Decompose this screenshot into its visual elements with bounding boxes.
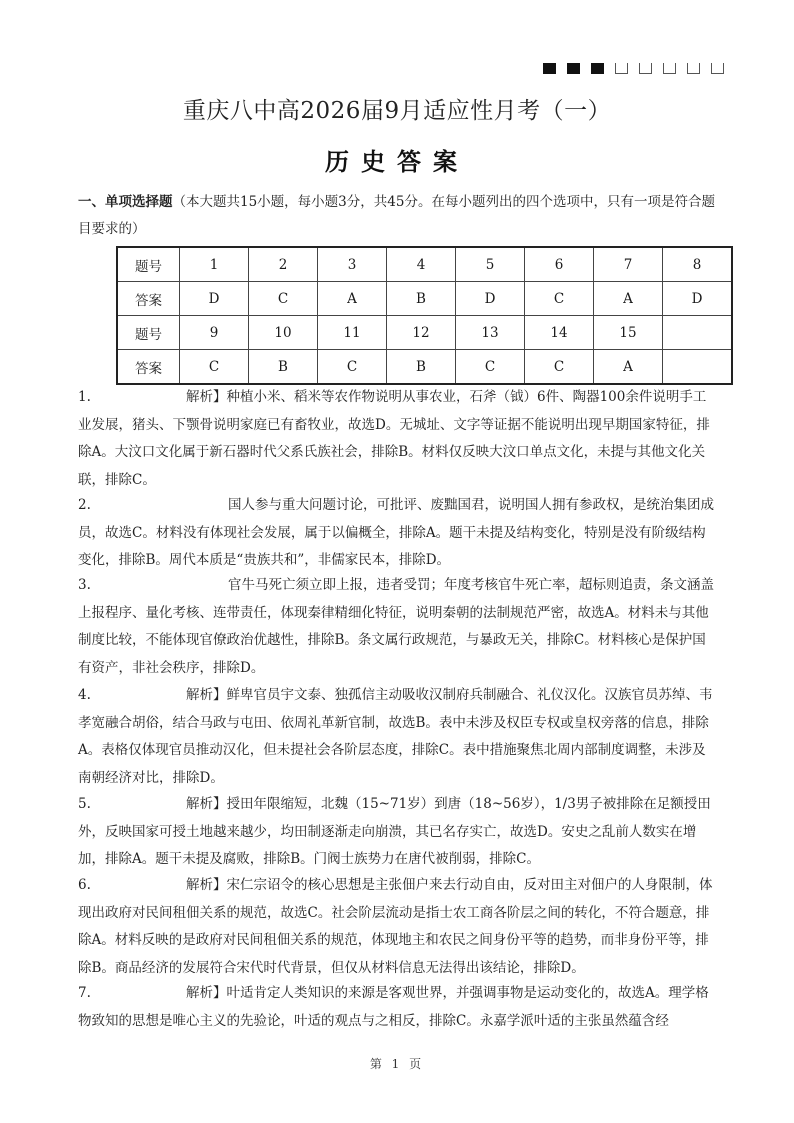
table-cell: A [594, 350, 663, 385]
question-number: 1. [78, 389, 91, 405]
analysis-label: 解析】 [186, 389, 227, 405]
table-cell: D [663, 282, 733, 316]
table-cell: C [525, 282, 594, 316]
table-cell: C [249, 282, 318, 316]
table-row [117, 247, 732, 282]
section-description: （本大题共15小题，每小题3分，共45分。在每小题列出的四个选项中，只有一项是符合题目要求的） [78, 194, 715, 237]
table-cell: A [318, 282, 387, 316]
table-cell: B [387, 350, 456, 385]
analysis-label: 解析】 [186, 687, 227, 703]
question-explanation-6 [78, 872, 718, 982]
answer-table [116, 246, 733, 385]
question-number: 2. [78, 497, 91, 513]
row-label: 答案 [117, 282, 180, 316]
table-cell: D [456, 282, 525, 316]
explanation-text: 叶适肯定人类知识的来源是客观世界，并强调事物是运动变化的，故选A。理学格物致知的思想是唯心主义的先验论，叶适的观点与之相反，排除C。永嘉学派叶适的主张虽然蕴含经 [78, 985, 709, 1029]
question-explanation-5 [78, 791, 718, 874]
table-cell: 9 [180, 316, 249, 350]
table-cell: 4 [387, 247, 456, 282]
table-cell: 3 [318, 247, 387, 282]
table-cell: 8 [663, 247, 733, 282]
empty-box-icon [615, 63, 628, 74]
table-cell: 1 [180, 247, 249, 282]
analysis-label: 解析】 [186, 985, 227, 1001]
explanation-text: 授田年限缩短，北魏（15~71岁）到唐（18~56岁），1/3男子被排除在足额授田外，反映国家可授土地越来越少，均田制逐渐走向崩溃，其已名存实亡，故选D。安史之乱前人数实在增加，排除A。题干未提及腐败，排除B。门阀士族势力在唐代被削弱，排除C。 [78, 796, 711, 867]
explanation-text: 种植小米、稻米等农作物说明从事农业，石斧（钺）6件、陶器100余件说明手工业发展，猪头、下颚骨说明家庭已有畜牧业，故选D。无城址、文字等证据不能说明出现早期国家特征，排除A。大汶口文化属于新石器时代父系氏族社会，排除B。材料仅反映大汶口单点文化，未提与其他文化关联，排除C。 [78, 389, 710, 488]
table-cell: 2 [249, 247, 318, 282]
table-cell: A [594, 282, 663, 316]
table-cell: C [456, 350, 525, 385]
question-explanation-7 [78, 980, 718, 1035]
table-cell: D [180, 282, 249, 316]
question-number: 3. [78, 577, 91, 593]
table-cell: C [318, 350, 387, 385]
table-cell [663, 350, 733, 385]
page-number: 第 1 页 [369, 1057, 425, 1071]
table-cell: 15 [594, 316, 663, 350]
question-explanation-4 [78, 682, 718, 792]
table-row [117, 282, 732, 316]
analysis-label: 解析】 [186, 877, 227, 893]
table-cell: 12 [387, 316, 456, 350]
empty-box-icon [687, 63, 700, 74]
explanation-text: 国人参与重大问题讨论，可批评、废黜国君，说明国人拥有参政权，是统治集团成员，故选C。材料没有体现社会发展，属于以偏概全，排除A。题干未提及结构变化，特别是没有阶级结构变化，排除B。周代本质是“贵族共和”，非儒家民本，排除D。 [78, 497, 714, 568]
table-cell: B [387, 282, 456, 316]
table-cell: 7 [594, 247, 663, 282]
question-explanation-2 [78, 492, 718, 575]
analysis-label: 解析】 [186, 796, 227, 812]
question-number: 5. [78, 796, 91, 812]
row-label: 题号 [117, 316, 180, 350]
table-cell: 14 [525, 316, 594, 350]
table-cell: C [525, 350, 594, 385]
table-row [117, 350, 732, 385]
question-number: 4. [78, 687, 91, 703]
empty-box-icon [711, 63, 724, 74]
table-cell: 5 [456, 247, 525, 282]
garbled-glyph-icon [567, 63, 580, 74]
table-cell [663, 316, 733, 350]
question-number: 7. [78, 985, 91, 1001]
section-intro [78, 189, 718, 243]
row-label: 答案 [117, 350, 180, 385]
explanation-text: 宋仁宗诏令的核心思想是主张佃户来去行动自由，反对田主对佃户的人身限制，体现出政府对民间租佃关系的规范，故选C。社会阶层流动是指士农工商各阶层之间的转化，不符合题意，排除A。材料反映的是政府对民间租佃关系的规范，体现地主和农民之间身份平等的趋势，而非身份平等，排除B。商品经济的发展符合宋代时代背景，但仅从材料信息无法得出该结论，排除D。 [78, 877, 713, 976]
explanation-text: 鲜卑官员宇文泰、独孤信主动吸收汉制府兵制融合、礼仪汉化。汉族官员苏绰、韦孝宽融合胡俗，结合马政与屯田、依周礼革新官制，故选B。表中未涉及权臣专权或皇权旁落的信息，排除A。表格仅体现官员推动汉化，但未提社会各阶层态度，排除C。表中措施聚焦北周内部制度调整，未涉及南朝经济对比，排除D。 [78, 687, 713, 786]
question-explanation-3 [78, 572, 718, 682]
table-cell: 13 [456, 316, 525, 350]
table-cell: 11 [318, 316, 387, 350]
question-explanation-1 [78, 384, 718, 494]
empty-box-icon [639, 63, 652, 74]
section-heading: 一、单项选择题 [78, 194, 173, 210]
table-cell: 10 [249, 316, 318, 350]
question-number: 6. [78, 877, 91, 893]
row-label: 题号 [117, 247, 180, 282]
table-cell: B [249, 350, 318, 385]
garbled-glyph-icon [591, 63, 604, 74]
empty-box-icon [663, 63, 676, 74]
table-cell: 6 [525, 247, 594, 282]
document-title: 重庆八中高2026届9月适应性月考（一） [182, 98, 612, 124]
garbled-glyph-icon [543, 63, 556, 74]
document-subtitle: 历史答案 [325, 147, 469, 176]
explanation-text: 官牛马死亡须立即上报，违者受罚；年度考核官牛死亡率，超标则追责，条文涵盖上报程序、量化考核、连带责任，体现秦律精细化特征，说明秦朝的法制规范严密，故选A。材料未与其他制度比较，不能体现官僚政治优越性，排除B。条文属行政规范，与暴政无关，排除C。材料核心是保护国有资产，非社会秩序，排除D。 [78, 577, 714, 676]
header-artifact-glyphs [543, 63, 724, 75]
table-cell: C [180, 350, 249, 385]
table-row [117, 316, 732, 350]
